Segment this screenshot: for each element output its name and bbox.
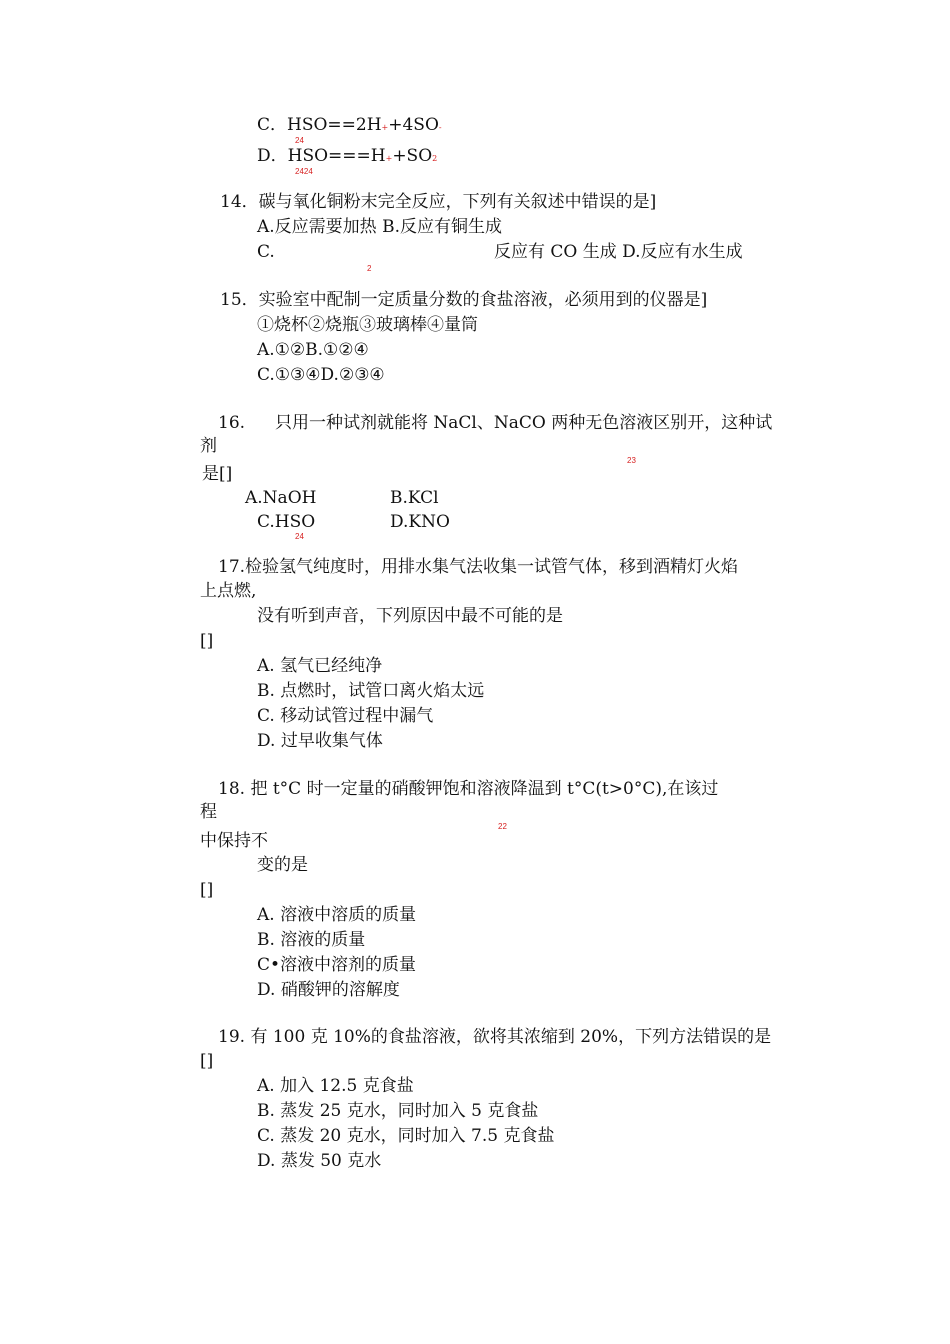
q15-options-ab: A.①②B.①②④: [257, 340, 369, 360]
q17-stem-cont1: 上点燃,: [200, 581, 257, 601]
q13-option-c: [257, 115, 442, 138]
q14-subscript: 2: [367, 264, 372, 273]
q18-stem-cont1: 程: [200, 802, 217, 822]
q13-option-d-charge: +: [385, 154, 393, 163]
q14-stem: 14．碳与氧化铜粉末完全反应，下列有关叙述中错误的是]: [220, 192, 657, 212]
q18-stem: 18. 把 t°C 时一定量的硝酸钾饱和溶液降温到 t°C(t>0°C),在该过: [218, 779, 719, 799]
q18-subscript: 22: [498, 822, 507, 831]
q17-option-d: D. 过早收集气体: [257, 731, 383, 751]
q18-stem-cont3: 变的是: [257, 855, 308, 875]
q19-bracket: []: [200, 1051, 214, 1071]
q17-option-b: B. 点燃时，试管口离火焰太远: [257, 681, 485, 701]
q16-option-b: B.KCl: [390, 488, 439, 508]
q17-bracket: []: [200, 631, 214, 651]
q17-option-a: A. 氢气已经纯净: [257, 656, 383, 676]
q19-option-d: D. 蒸发 50 克水: [257, 1151, 382, 1171]
q17-option-c: C. 移动试管过程中漏气: [257, 706, 434, 726]
q18-bracket: []: [200, 880, 214, 900]
q13-option-c-tail: +4SO: [388, 115, 439, 135]
q16-bracket: 是[]: [202, 464, 233, 484]
q13-option-c-text: C．HSO==2H: [257, 115, 382, 135]
q18-option-c: C•溶液中溶剂的质量: [257, 955, 417, 975]
q19-option-b: B. 蒸发 25 克水，同时加入 5 克食盐: [257, 1101, 539, 1121]
q19-option-a: A. 加入 12.5 克食盐: [257, 1076, 414, 1096]
q13-option-d: [257, 146, 437, 169]
q16-option-c: C.HSO: [257, 512, 316, 532]
q18-option-d: D. 硝酸钾的溶解度: [257, 980, 400, 1000]
q13-option-c-subscript: 24: [295, 136, 304, 145]
q16-stem: 只用一种试剂就能将 NaCl、NaCO 两种无色溶液区别开，这种试: [275, 413, 773, 433]
q13-option-d-text: D．HSO===H: [257, 146, 386, 166]
q16-stem-cont: 剂: [200, 436, 217, 456]
q15-options-cd: C.①③④D.②③④: [257, 365, 385, 385]
q18-option-a: A. 溶液中溶质的质量: [257, 905, 417, 925]
q13-option-d-charge2: 2: [432, 154, 438, 163]
q13-option-c-charge: +: [381, 123, 389, 132]
q16-option-a: A.NaOH: [245, 488, 317, 508]
q19-option-c: C. 蒸发 20 克水，同时加入 7.5 克食盐: [257, 1126, 555, 1146]
q18-option-b: B. 溶液的质量: [257, 930, 366, 950]
q14-options-cd: 反应有 CO 生成 D.反应有水生成: [494, 242, 743, 262]
q13-option-d-subscript: 2424: [295, 167, 313, 176]
q14-options-ab: A.反应需要加热 B.反应有铜生成: [257, 217, 502, 237]
q14-option-c-label: C.: [257, 242, 275, 262]
q16-number: 16.: [218, 413, 246, 433]
q19-stem: 19. 有 100 克 10%的食盐溶液，欲将其浓缩到 20%，下列方法错误的是: [218, 1027, 772, 1047]
q16-subscript: 23: [627, 456, 636, 465]
q16-option-c-subscript: 24: [295, 532, 304, 541]
q17-stem: 17.检验氢气纯度时，用排水集气法收集一试管气体，移到酒精灯火焰: [218, 557, 739, 577]
q13-option-d-tail: +SO: [392, 146, 433, 166]
q15-stem: 15．实验室中配制一定质量分数的食盐溶液，必须用到的仪器是]: [220, 290, 708, 310]
q17-stem-cont2: 没有听到声音，下列原因中最不可能的是: [257, 606, 563, 626]
q13-option-c-charge2: -: [438, 123, 442, 132]
q16-option-d: D.KNO: [390, 512, 450, 532]
q15-items: ①烧杯②烧瓶③玻璃棒④量筒: [257, 315, 478, 335]
q18-stem-cont2: 中保持不: [200, 831, 268, 851]
